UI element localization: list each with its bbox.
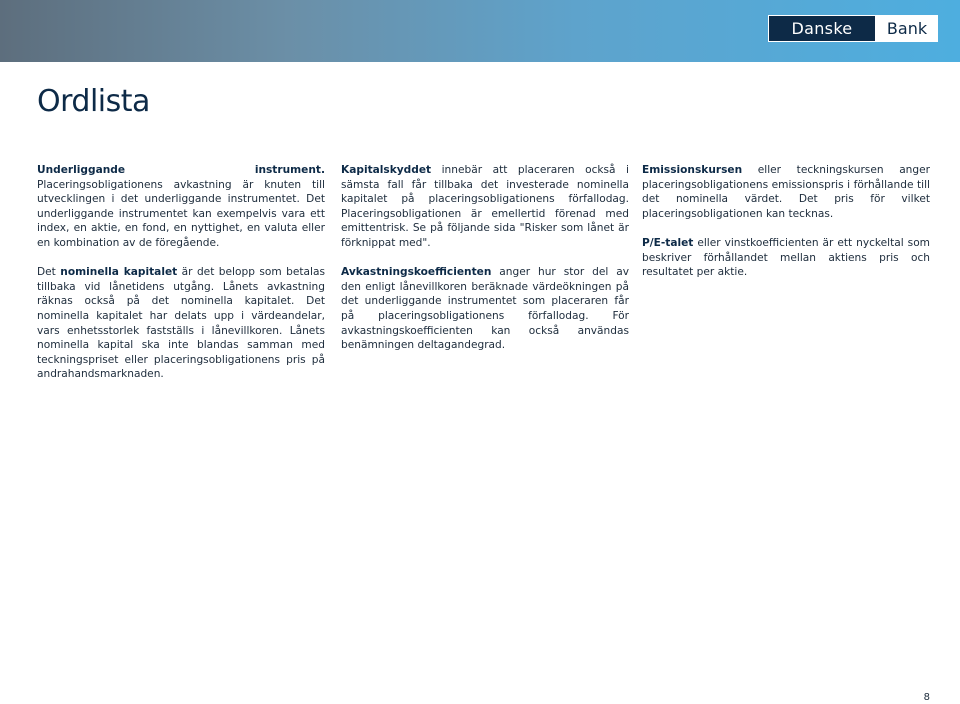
glossary-definition: Placeringsobligationens avkastning är knuten till utvecklingen i det underliggande instrumentet. Det underliggande instrumentet kan exempelvis vara ett index, en aktie, en fond, en nyttighet, en valuta eller en kombination av de föregående. [37,178,325,249]
glossary-entry-underliggande-instrument [37,163,325,251]
glossary-term: Avkastningskoefficienten [341,266,492,279]
page-title: Ordlista [37,84,150,119]
glossary-definition-prefix: Det [37,266,61,279]
glossary-definition: eller vinstkoefficienten är ett nyckeltal som beskriver förhållandet mellan aktiens pris och resultatet per aktie. [642,236,930,279]
glossary-column-1 [37,163,325,397]
glossary-entry-kapitalskyddet [341,163,629,251]
logo-text-danske: Danske [769,16,877,41]
glossary-entry-avkastningskoefficienten [341,265,629,353]
glossary-term: Emissionskursen [642,164,743,176]
glossary-term: nominella kapitalet [60,266,178,279]
glossary-definition: innebär att placeraren också i sämsta fall får tillbaka det investerade nominella kapitalet på placeringsobligationens förfallodag. Placeringsobligationen är emellertid förenad med emittentrisk. Se på följande sida "Risker som lånet är förknippat med". [341,164,629,249]
glossary-term: Underliggande instrument. [37,164,325,176]
header-band [0,0,960,62]
glossary-definition: eller teckningskursen anger placeringsobligationens emissionspris i förhållande till det nominella värdet. Det pris för vilket placeringsobligationen kan tecknas. [642,164,930,220]
glossary-definition: är det belopp som betalas tillbaka vid lånetidens utgång. Lånets avkastning räknas också på det nominella kapitalet. Det nominella kapitalet har delats upp i värdeandelar, vars enhetsstorlek fastställs i lånevillkoren. Lånets nominella kapital ska inte blandas samman med teckningspriset eller placeringsobligationens pris på andrahandsmarknaden. [37,266,325,381]
glossary-column-2 [341,163,629,367]
glossary-entry-emissionskursen [642,163,930,221]
page-number: 8 [923,692,930,703]
danske-bank-logo [768,15,938,42]
glossary-definition: anger hur stor del av den enligt lånevillkoren beräknade värdeökningen på det underliggande instrumentet som placeraren får på placeringsobligationens förfallodag. För avkastningskoefficienten kan också användas benämningen deltagandegrad. [341,266,629,352]
glossary-term: Kapitalskyddet [341,164,432,176]
glossary-entry-nominella-kapitalet [37,265,325,382]
glossary-entry-pe-talet [642,236,930,280]
logo-text-bank: Bank [877,16,937,41]
glossary-column-3 [642,163,930,294]
glossary-term: P/E-talet [642,236,694,249]
